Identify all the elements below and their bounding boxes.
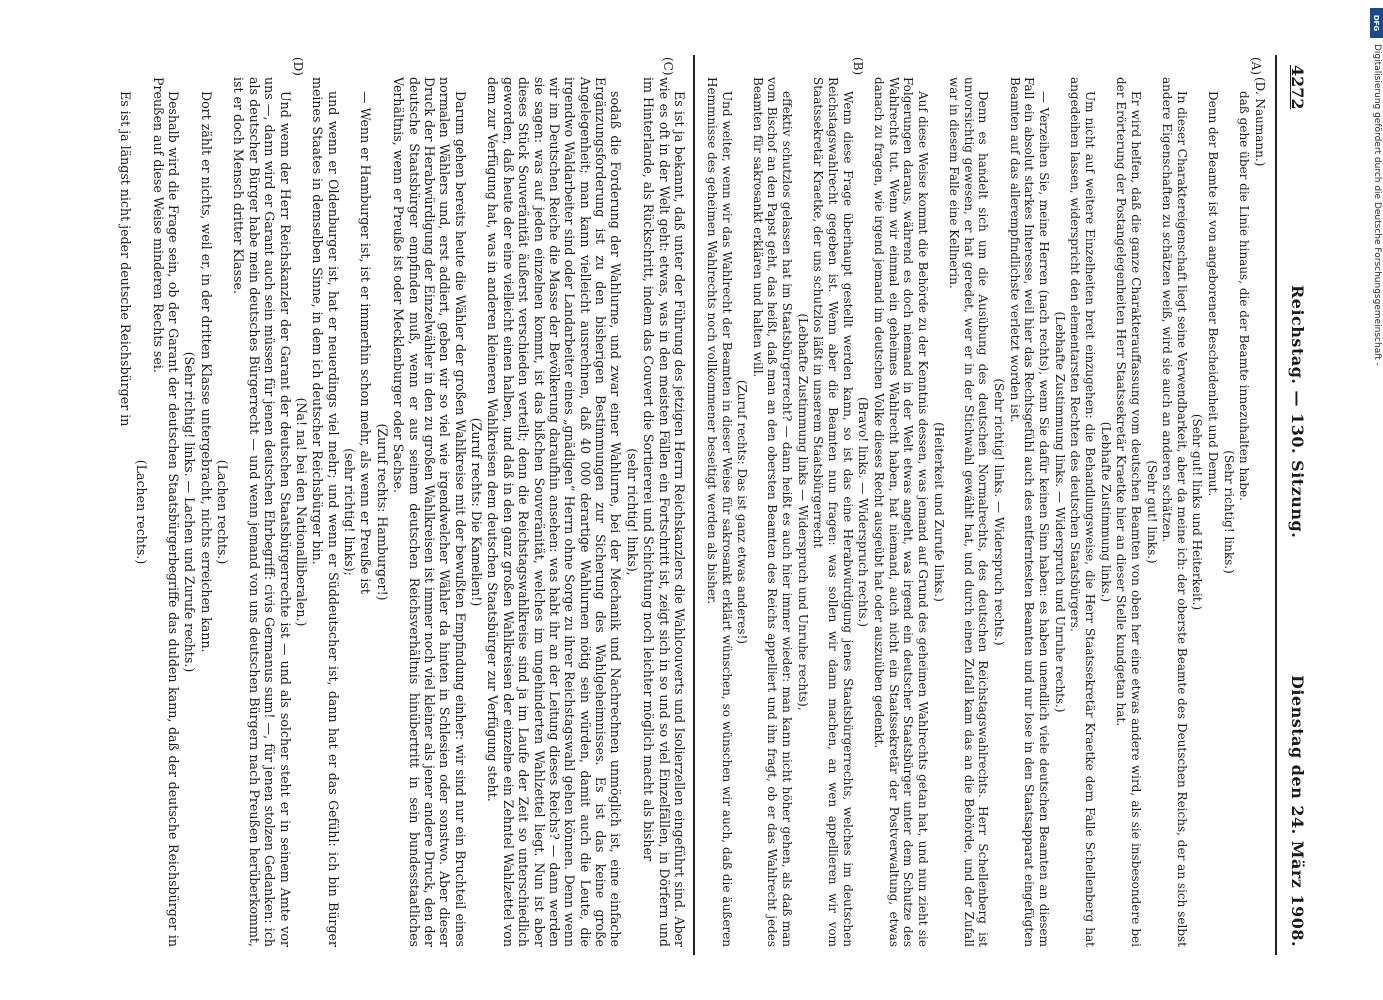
interjection: (Zuruf rechts: Die Kamelien!) — [469, 417, 485, 607]
interjection: (Sehr gut! links.) — [1144, 460, 1159, 564]
header-rule — [1275, 55, 1277, 955]
margin-marker-a: (A) — [1249, 57, 1263, 76]
interjection: (Lachen rechts.) — [215, 459, 231, 565]
document-page — [55, 55, 1315, 955]
paragraph: Um nicht auf weitere Einzelheiten breit einzugehen: die Behandlungsweise, die Herr Staatssekretär Kraetke dem Falle Schellenberg hat angedeihen lassen, widerspricht den elementarsten Rechten des deutschen Staatsbürgers. — [1068, 77, 1097, 947]
paragraph: Auf diese Weise kommt die Behörde zu der Kenntnis dessen, was jemand auf Grund des geheimen Wahlrechts getan hat, und nun zieht sie Folgerungen daraus, während es doch niemand in der Welt etwas angeht, was irgend ein deutscher Staatsbürger unter dem Schutze des Wahlrechts tut. Wenn wir einmal ein geheimes Wahlrecht haben, hat niemand, auch nicht ein Staatssekretär der Postverwaltung, etwas danach zu fragen, wie irgend jemand im deutschen Volke dieses Recht ausgeübt hat oder auszuüben gedenkt. — [871, 77, 930, 947]
interjection: (Lebhafte Zustimmung links. — Widerspruch und Unruhe rechts.) — [1052, 311, 1067, 713]
paragraph: Es ist ja bekannt, daß unter der Führung des jetzigen Herrn Reichskanzlers die Wahlcouverts und Isolierzellen eingeführt sind. Aber wie es oft in der Welt geht: etwas, was in den meisten Fällen ein Fortschritt ist, zeigt sich in so und so viel Einzelfällen, in Dörfern und im Hinterlande, als Rückschritt, indem das Couvert die Sortiererei und Schichtung noch leichter möglich macht als bisher — [641, 77, 687, 947]
paragraph: In dieser Charaktereigenschaft liegt seine Verwendbarkeit, aber da meine ich: der oberste Beamte des Deutschen Reichs, der an sich selbst andere Eigenschaften zu schätzen weiß, wird sie auch an anderen schätzen. — [1160, 77, 1189, 947]
paragraph: sodaß die Forderung der Wahlurne, und zwar einer Wahlurne, bei der Mechanik und Nachrechnen unmöglich ist, eine einfache Ergänzungsforderung ist zu den bisherigen Bestimmungen zur Sicherung des Wahlgeheimnisses. Es ist das keine große Angelegenheit; man kann vielleicht ausrechnen, daß 40 000 derartige Wahlurnen nötig sein würden, damit auch die Leute, die irgendwo Waldarbeiter sind oder Landarbeiter eines „gnädigen“ Herrn ohne Sorge zu ihrer Reichstagswahl gehen können. Denn wenn wir im Deutschen Reiche die Masse der Bevölkerung daraufhin ansehen: was habt ihr an der Leitung dieses Reichs? — dann werden sie sagen: was auf jeden einzelnen kommt, ist das bißchen Souveränität, welches im ungehinderten Wahlzettel liegt. Nun ist aber dieses Stück Souveränität äußerst verschieden verteilt; denn die Reichstagswahlkreise sind ja im Laufe der Zeit so unterschiedlich geworden, daß heute der eine vielleicht einen halben, und daß in den ganz großen Wahlkreisen der einzelne ein Zehntel Wahlzettel von dem zur Verfügung hat, was in anderen kleineren Wahlkreisen dem deutschen Staatsbürger zur Verfügung steht. — [485, 77, 624, 947]
paragraph: — Wenn er Hamburger ist, ist er immerhin schon mehr, als wenn er Preuße ist — [358, 91, 374, 594]
left-column — [699, 77, 1267, 947]
credit-text: Digitalisierung gefördert durch die Deutsche Forschungsgemeinschaft - — [1372, 44, 1382, 366]
paragraph: Darum gehen bereits heute die Wähler der großen Wahlkreise mit der bewußten Empfindung einher: wir sind nur ein Bruchteil eines normalen Wählers und, erst addiert, geben wir so viel wie irgendwelcher Wähler da hinten in Schlesien oder sonstwo. Aber dieser Druck der Herabwürdigung der Einzelwähler in den zu großen Wahlkreisen ist immer noch viel kleiner als jener andere Druck, den der deutsche Staatsbürger empfinden muß, wenn er aus seinem deutschen Reichsverhältnis hinübertritt in sein bundesstaatliches Verhältnis, wenn er Preuße ist oder Mecklenburger oder Sachse. — [391, 77, 468, 947]
page-number: 4272 — [1288, 65, 1307, 110]
column-divider — [693, 55, 695, 955]
interjection: (Lachen rechts.) — [134, 459, 150, 565]
margin-marker-d: (D) — [291, 57, 305, 76]
session-title: Reichstag. — 130. Sitzung. — [1288, 285, 1307, 539]
right-column — [59, 77, 687, 947]
interjection: (Sehr richtig! links. — Lachen und Zurufe rechts.) — [182, 351, 198, 673]
paragraph: Deshalb wird die Frage sein, ob der Garant der deutschen Staatsbürgerbegriffe das dulden kann, daß der deutsche Reichsbürger in Preußen auf diese Weise minderen Rechts sei. — [150, 77, 181, 947]
interjection: (Sehr richtig! links.) — [1221, 450, 1236, 574]
page-header — [1275, 55, 1315, 955]
paragraph: — Verzeihen Sie, meine Herren (nach rechts), wenn Sie dafür keinen Sinn haben: es haben unendlich viele deutschen Beamten an diesem Fall ein absolut starkes Interesse, weil hier das Rechtsgefühl auch des entferntesten Beamten und nur lose in den Staatsapparat eingefügten Beamten auf das allerempfindlichste verletzt worden ist. — [1007, 77, 1052, 947]
paragraph: Wenn diese Frage überhaupt gestellt werden kann, so ist das eine Herabwürdigung jenes Staatsbürgerrechts, welches im deutschen Reichstagswahlrecht gegeben ist. Wenn aber die Beamten nun fragen: was sollen wir dann machen, an wen appellieren wir vom Staatssekretär Kraetke, der uns schutzlos läßt in unserem Staatsbürgerrecht — [811, 77, 855, 947]
interjection: (Heiterkeit und Zurufe links.) — [931, 422, 946, 602]
interjection: (sehr richtig! links), — [624, 448, 640, 576]
paragraph: Er wird helfen, daß die ganze Charakterauffassung vom deutschen Beamten von oben her eine etwas andere wird, als sie insbesondere bei der Erörterung der Postangelegenheiten Herr Staatssekretär Kraetke hier an dieser Stelle kundgetan hat. — [1114, 77, 1143, 947]
session-date: Dienstag den 24. März 1908. — [1288, 675, 1307, 948]
paragraph: Und wenn der Herr Reichskanzler der Garant der deutschen Staatsbürgerrechte ist — und als solcher steht er in seinem Amte vor uns —, dann wird er Garant auch sein müssen für jenen deutschen Ehrbegriff: civis Germanus sum! —, für jenen stolzen Gedanken: ich als deutscher Bürger habe mein deutsches Bürgerrecht — und wenn jemand von uns deutschen Bürgern nach Preußen herüberkommt, ist er doch Mensch dritter Klasse. — [231, 77, 293, 947]
interjection: (Sehr gut! links und Heiterkeit.) — [1190, 413, 1205, 611]
paragraph: und wenn er Oldenburger ist, hat er neuerdings viel mehr; und wenn er Süddeutscher ist, dann hat er das Gefühl: ich bin Bürger meines Staates in demselben Sinne, in dem ich deutscher Reichsbürger bin. — [310, 77, 341, 947]
interjection: (Zuruf rechts: Hamburger!) — [374, 423, 390, 601]
paragraph: effektiv schutzlos gelassen hat im Staatsbürgerrecht? — dann heißt es auch hier immer wieder: man kann nicht höher gehen, als daß man vom Bischof an den Papst geht, das heißt, daß man an den obersten Beamten des Reichs appelliert und ihn fragt, ob er das Wahlrecht jedes Beamten für sakrosankt erklären und halten will. — [750, 77, 795, 947]
margin-marker-b: (B) — [851, 57, 865, 76]
interjection: (Bravo! links. — Widerspruch rechts.) — [856, 396, 871, 628]
paragraph: daß gehe über die Linie hinaus, die der Beamte innezuhalten habe. — [1237, 91, 1252, 501]
interjection: (Na! na! bei den Nationalliberalen.) — [294, 397, 309, 627]
paragraph: Es ist ja längst nicht jeder deutsche Reichsbürger in — [117, 91, 133, 427]
interjection: (Sehr richtig! links. — Widerspruch rechts.) — [992, 378, 1007, 646]
paragraph: Denn es handelt sich um die Ausübung des deutschen Normalrechts, des deutschen Reichstagswahlrechts. Herr Schellenberg ist unvorsichtig gewesen, er hat geredet, wer er in der Stichwahl gewählt hat, und durch einen Zufall kam das an die Behörde, und der Zufall war in diesem Falle eine Kellnerin. — [947, 77, 991, 947]
interjection: (sehr richtig! links); — [342, 448, 358, 576]
paragraph: Und weiter, wenn wir das Wahlrecht der Beamten in dieser Weise für sakrosankt erklärt wünschen, so wünschen wir auch, daß die äußeren Hemmnisse des geheimen Wahlrechts noch vollkommener beseitigt werden als bisher. — [704, 77, 734, 947]
interjection: (Lebhafte Zustimmung links — Widerspruch und Unruhe rechts), — [795, 313, 810, 711]
interjection: (Lebhafte Zustimmung links.) — [1098, 421, 1113, 603]
paragraph: Dort zählt er nichts, weil er, in der dritten Klasse untergebracht, nichts erreichen kann. — [198, 91, 214, 653]
margin-marker-c: (C) — [661, 57, 675, 76]
speaker-name: (D. Naumann.) — [1253, 77, 1267, 167]
paragraph: Denn der Beamte ist von angeborener Bescheidenheit und Demut. — [1206, 91, 1221, 497]
dfg-logo: DFG — [1370, 8, 1383, 38]
interjection: (Zuruf rechts: Das ist ganz etwas anderes!) — [735, 379, 750, 645]
